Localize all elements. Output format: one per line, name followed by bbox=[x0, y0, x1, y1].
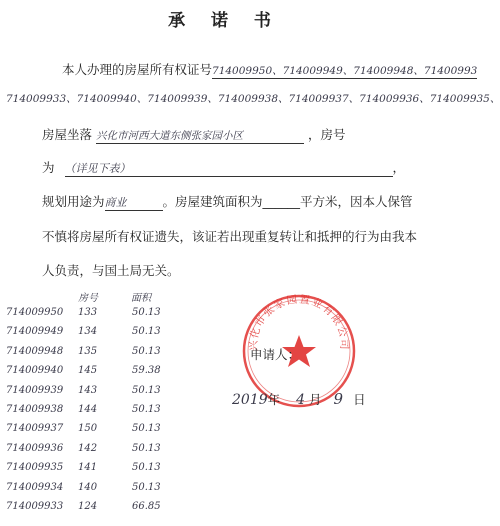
row-area: 50.13 bbox=[132, 345, 161, 357]
seal-text: 兴化市张家园置业有限公司 bbox=[247, 293, 351, 352]
row-cert-number: 714009936 bbox=[6, 442, 64, 454]
cert-number-label: 本人办理的房屋所有权证号 bbox=[62, 62, 213, 77]
row-area: 50.13 bbox=[132, 404, 161, 415]
location-value: 兴化市河西大道东侧张家园小区 bbox=[96, 128, 304, 144]
room-label: ，房号 bbox=[307, 127, 346, 142]
row-cert-number: 714009935 bbox=[6, 462, 64, 474]
row-room-number: 144 bbox=[78, 404, 98, 415]
table-row bbox=[0, 482, 200, 500]
row-area: 50.13 bbox=[132, 442, 161, 454]
row-room-number: 141 bbox=[78, 462, 98, 474]
loss-line: 不慎将房屋所有权证遗失，该证若出现重复转让和抵押的行为由我本 bbox=[42, 229, 418, 244]
table-row bbox=[0, 443, 200, 461]
table-row bbox=[0, 307, 200, 325]
date-month: 4 bbox=[296, 392, 306, 408]
document-title: 承 诺 书 bbox=[168, 11, 281, 31]
cert-numbers-handwritten-2: 714009933、714009940、714009939、714009938、714009937、714009936、714009935、 bbox=[6, 93, 500, 105]
table-row bbox=[0, 462, 200, 480]
para-line-1 bbox=[62, 60, 477, 79]
date-day-suffix: 日 bbox=[353, 392, 366, 407]
row-area: 50.13 bbox=[132, 384, 161, 396]
row-cert-number: 714009948 bbox=[6, 345, 64, 357]
area-label: 。房屋建筑面积为______平方米，因本人保管 bbox=[162, 194, 413, 209]
row-cert-number: 714009933 bbox=[6, 501, 64, 512]
table-row bbox=[0, 346, 200, 364]
row-cert-number: 714009950 bbox=[6, 307, 64, 318]
room-line bbox=[42, 158, 405, 177]
location-label: 房屋坐落 bbox=[42, 127, 93, 142]
table-row bbox=[0, 501, 200, 519]
row-cert-number: 714009940 bbox=[6, 365, 64, 377]
table-row bbox=[0, 404, 200, 422]
for-label: 为 bbox=[42, 160, 55, 175]
row-cert-number: 714009934 bbox=[6, 481, 64, 493]
row-area: 50.13 bbox=[132, 481, 161, 493]
row-room-number: 134 bbox=[78, 326, 98, 338]
row-area: 50.13 bbox=[132, 307, 161, 318]
date-line bbox=[232, 390, 366, 408]
usage-line bbox=[42, 192, 413, 211]
row-room-number: 135 bbox=[78, 345, 98, 357]
date-month-suffix: 月 bbox=[309, 392, 322, 407]
applicant-label: 申请人： bbox=[250, 347, 301, 362]
table-header-area: 面积 bbox=[131, 293, 151, 304]
row-cert-number: 714009949 bbox=[6, 326, 64, 338]
row-area: 50.13 bbox=[132, 326, 161, 338]
usage-label: 规划用途为 bbox=[42, 194, 105, 209]
row-area: 50.13 bbox=[132, 423, 161, 435]
responsibility-line: 人负责，与国土局无关。 bbox=[42, 263, 180, 278]
row-room-number: 142 bbox=[78, 442, 98, 454]
row-room-number: 145 bbox=[78, 365, 98, 377]
room-value: （详见下表） bbox=[65, 160, 393, 177]
row-cert-number: 714009937 bbox=[6, 423, 64, 435]
table-row bbox=[0, 365, 200, 383]
date-year: 2019 bbox=[232, 392, 268, 408]
location-line bbox=[42, 125, 346, 144]
row-area: 59.38 bbox=[132, 365, 161, 377]
row-room-number: 143 bbox=[78, 384, 98, 396]
row-room-number: 124 bbox=[78, 501, 98, 512]
row-room-number: 133 bbox=[78, 307, 98, 318]
row-room-number: 150 bbox=[78, 423, 98, 435]
room-comma: ， bbox=[392, 160, 406, 175]
usage-value: 商业 bbox=[105, 194, 163, 211]
row-cert-number: 714009939 bbox=[6, 384, 64, 396]
table-row bbox=[0, 385, 200, 403]
cert-numbers-handwritten-1: 714009950、714009949、714009948、71400993 bbox=[212, 65, 478, 77]
row-room-number: 140 bbox=[78, 481, 98, 493]
row-area: 50.13 bbox=[132, 462, 161, 474]
row-cert-number: 714009938 bbox=[6, 404, 64, 415]
table-header-room: 房号 bbox=[78, 293, 98, 304]
table-row bbox=[0, 326, 200, 344]
date-year-suffix: 年 bbox=[267, 392, 281, 407]
row-area: 66.85 bbox=[132, 501, 161, 512]
date-day: 9 bbox=[333, 390, 344, 408]
table-row bbox=[0, 423, 200, 441]
